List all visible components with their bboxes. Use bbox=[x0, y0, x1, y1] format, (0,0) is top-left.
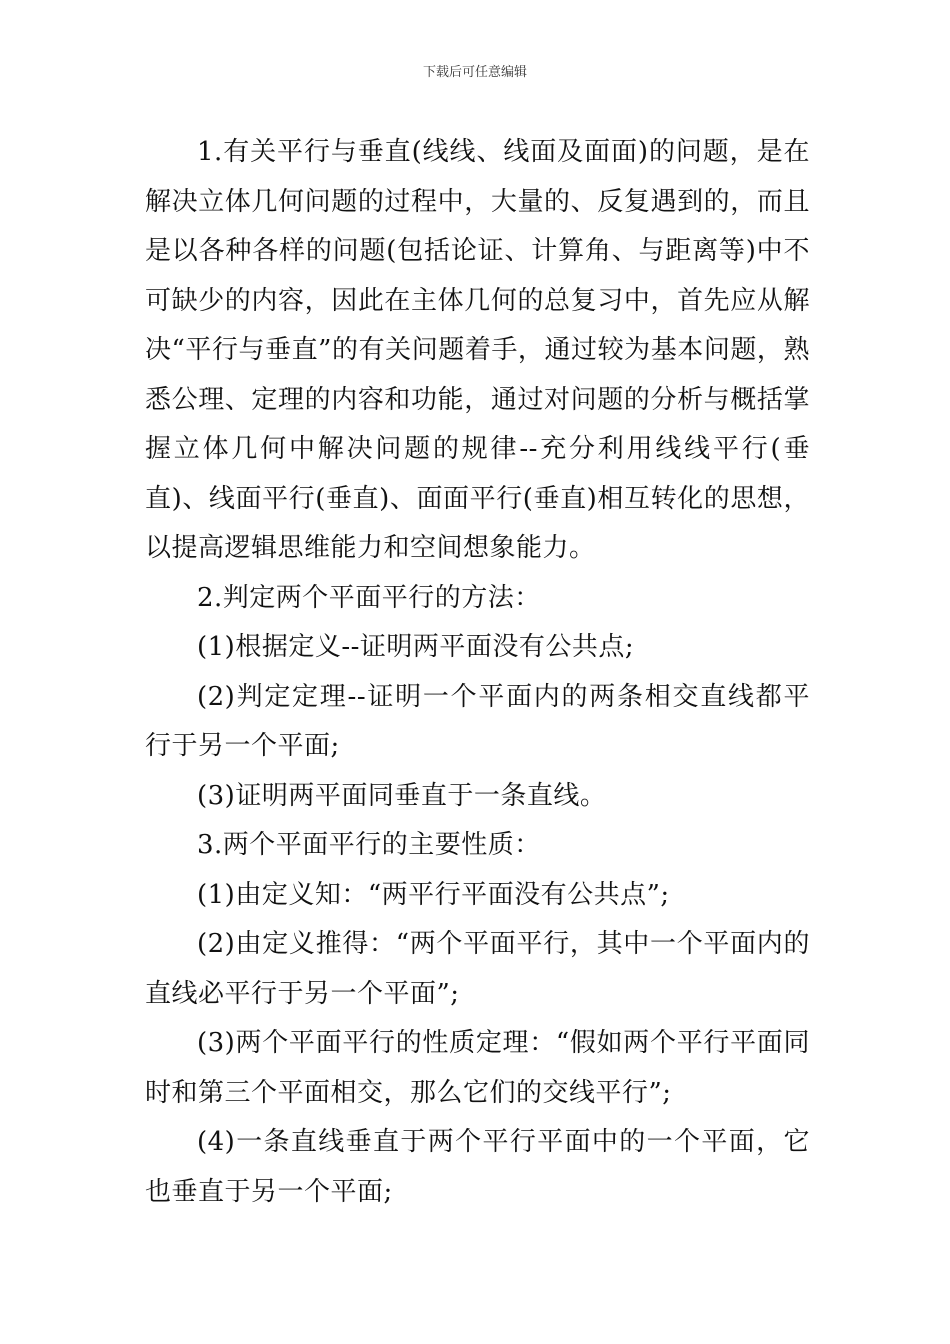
paragraph-item: (2)由定义推得：“两个平面平行，其中一个平面内的直线必平行于另一个平面”; bbox=[145, 929, 810, 1009]
paragraph-intro: 1.有关平行与垂直(线线、线面及面面)的问题，是在解决立体几何问题的过程中，大量的、反复遇到的，而且是以各种各样的问题(包括论证、计算角、与距离等)中不可缺少的内容，因此在主体几何的总复习中，首先应从解决“平行与垂直”的有关问题着手，通过较为基本问题，熟悉公理、定理的内容和功能，通过对问题的分析与概括掌握立体几何中解决问题的规律--充分利用线线平行(垂直)、线面平行(垂直)、面面平行(垂直)相互转化的思想，以提高逻辑思维能力和空间想象能力。 bbox=[145, 137, 810, 563]
page-header: 下载后可任意编辑 bbox=[422, 65, 527, 80]
paragraph-item: (2)判定定理--证明一个平面内的两条相交直线都平行于另一个平面; bbox=[145, 681, 810, 761]
paragraph-item: (4)一条直线垂直于两个平行平面中的一个平面，它也垂直于另一个平面; bbox=[145, 1127, 810, 1207]
paragraph-item: (1)由定义知：“两平行平面没有公共点”; bbox=[197, 879, 670, 910]
paragraph-item: (3)两个平面平行的性质定理：“假如两个平行平面同时和第三个平面相交，那么它们的交线平行”; bbox=[145, 1028, 810, 1108]
document-body bbox=[145, 128, 810, 1217]
paragraph-item: (1)根据定义--证明两平面没有公共点; bbox=[197, 632, 635, 662]
paragraph-heading-2: 2.判定两个平面平行的方法： bbox=[197, 582, 541, 613]
paragraph-item: (3)证明两平面同垂直于一条直线。 bbox=[197, 780, 607, 811]
paragraph-heading-3: 3.两个平面平行的主要性质： bbox=[197, 830, 541, 860]
